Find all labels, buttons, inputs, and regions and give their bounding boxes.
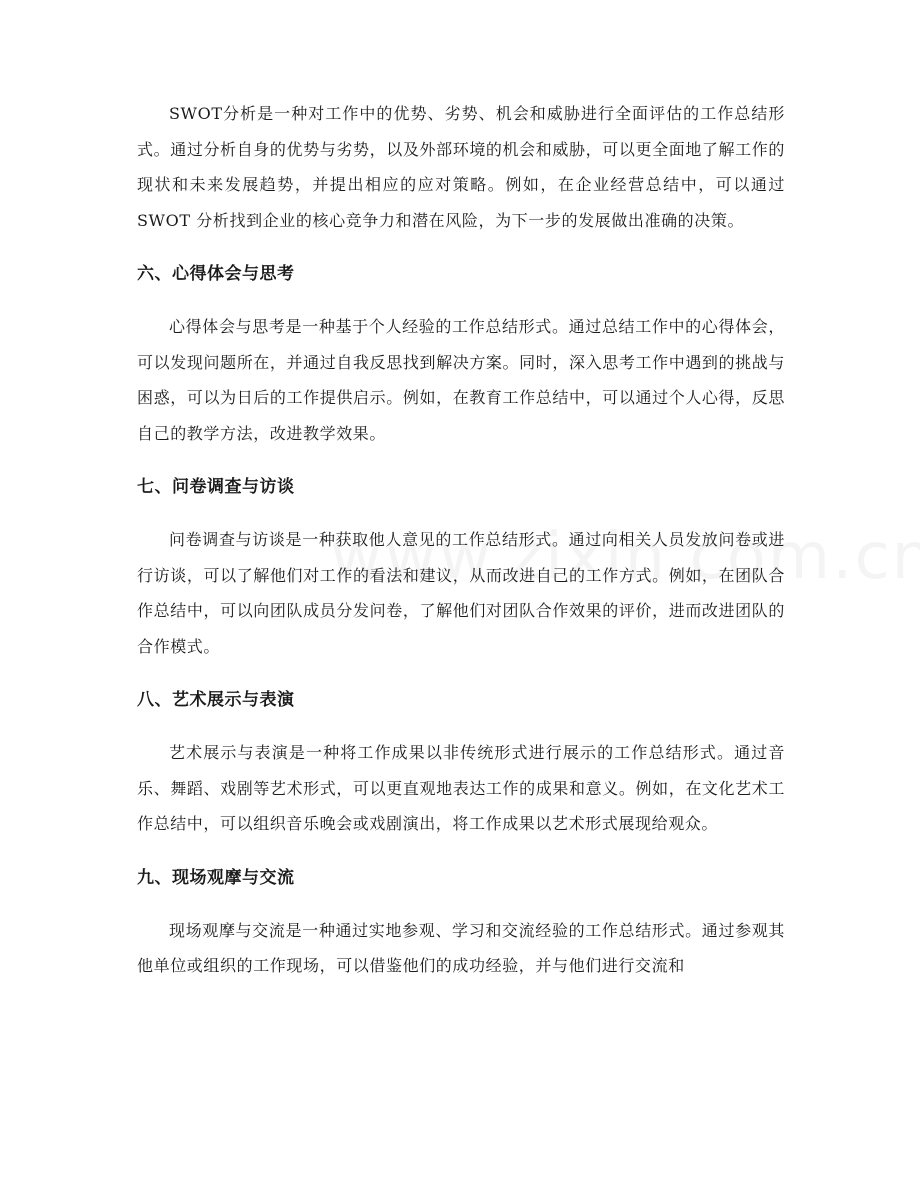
section-paragraph-8: 艺术展示与表演是一种将工作成果以非传统形式进行展示的工作总结形式。通过音乐、舞蹈、戏剧等艺术形式，可以更直观地表达工作的成果和意义。例如，在文化艺术工作总结中，可以组织音乐晚会或戏剧演出，将工作成果以艺术形式展现给观众。 (137, 743, 785, 833)
section-heading-8: 八、艺术展示与表演 (137, 690, 295, 710)
intro-paragraph: SWOT分析是一种对工作中的优势、劣势、机会和威胁进行全面评估的工作总结形式。通过分析自身的优势与劣势，以及外部环境的机会和威胁，可以更全面地了解工作的现状和未来发展趋势，并提出相应的应对策略。例如，在企业经营总结中，可以通过 SWOT 分析找到企业的核心竞争力和潜在风险，为下一步的发展做出准确的决策。 (137, 104, 785, 230)
document-page (137, 96, 785, 984)
section-heading-6: 六、心得体会与思考 (137, 264, 295, 284)
section-paragraph-9: 现场观摩与交流是一种通过实地参观、学习和交流经验的工作总结形式。通过参观其他单位或组织的工作现场，可以借鉴他们的成功经验，并与他们进行交流和 (137, 920, 785, 975)
section-paragraph-7: 问卷调查与访谈是一种获取他人意见的工作总结形式。通过向相关人员发放问卷或进行访谈，可以了解他们对工作的看法和建议，从而改进自己的工作方式。例如，在团队合作总结中，可以向团队成员分发问卷，了解他们对团队合作效果的评价，进而改进团队的合作模式。 (137, 530, 785, 656)
section-heading-9: 九、现场观摩与交流 (137, 867, 295, 888)
section-paragraph-6: 心得体会与思考是一种基于个人经验的工作总结形式。通过总结工作中的心得体会，可以发现问题所在，并通过自我反思找到解决方案。同时，深入思考工作中遇到的挑战与困惑，可以为日后的工作提供启示。例如，在教育工作总结中，可以通过个人心得，反思自己的教学方法，改进教学效果。 (137, 317, 785, 443)
section-heading-7: 七、问卷调查与访谈 (137, 477, 295, 497)
